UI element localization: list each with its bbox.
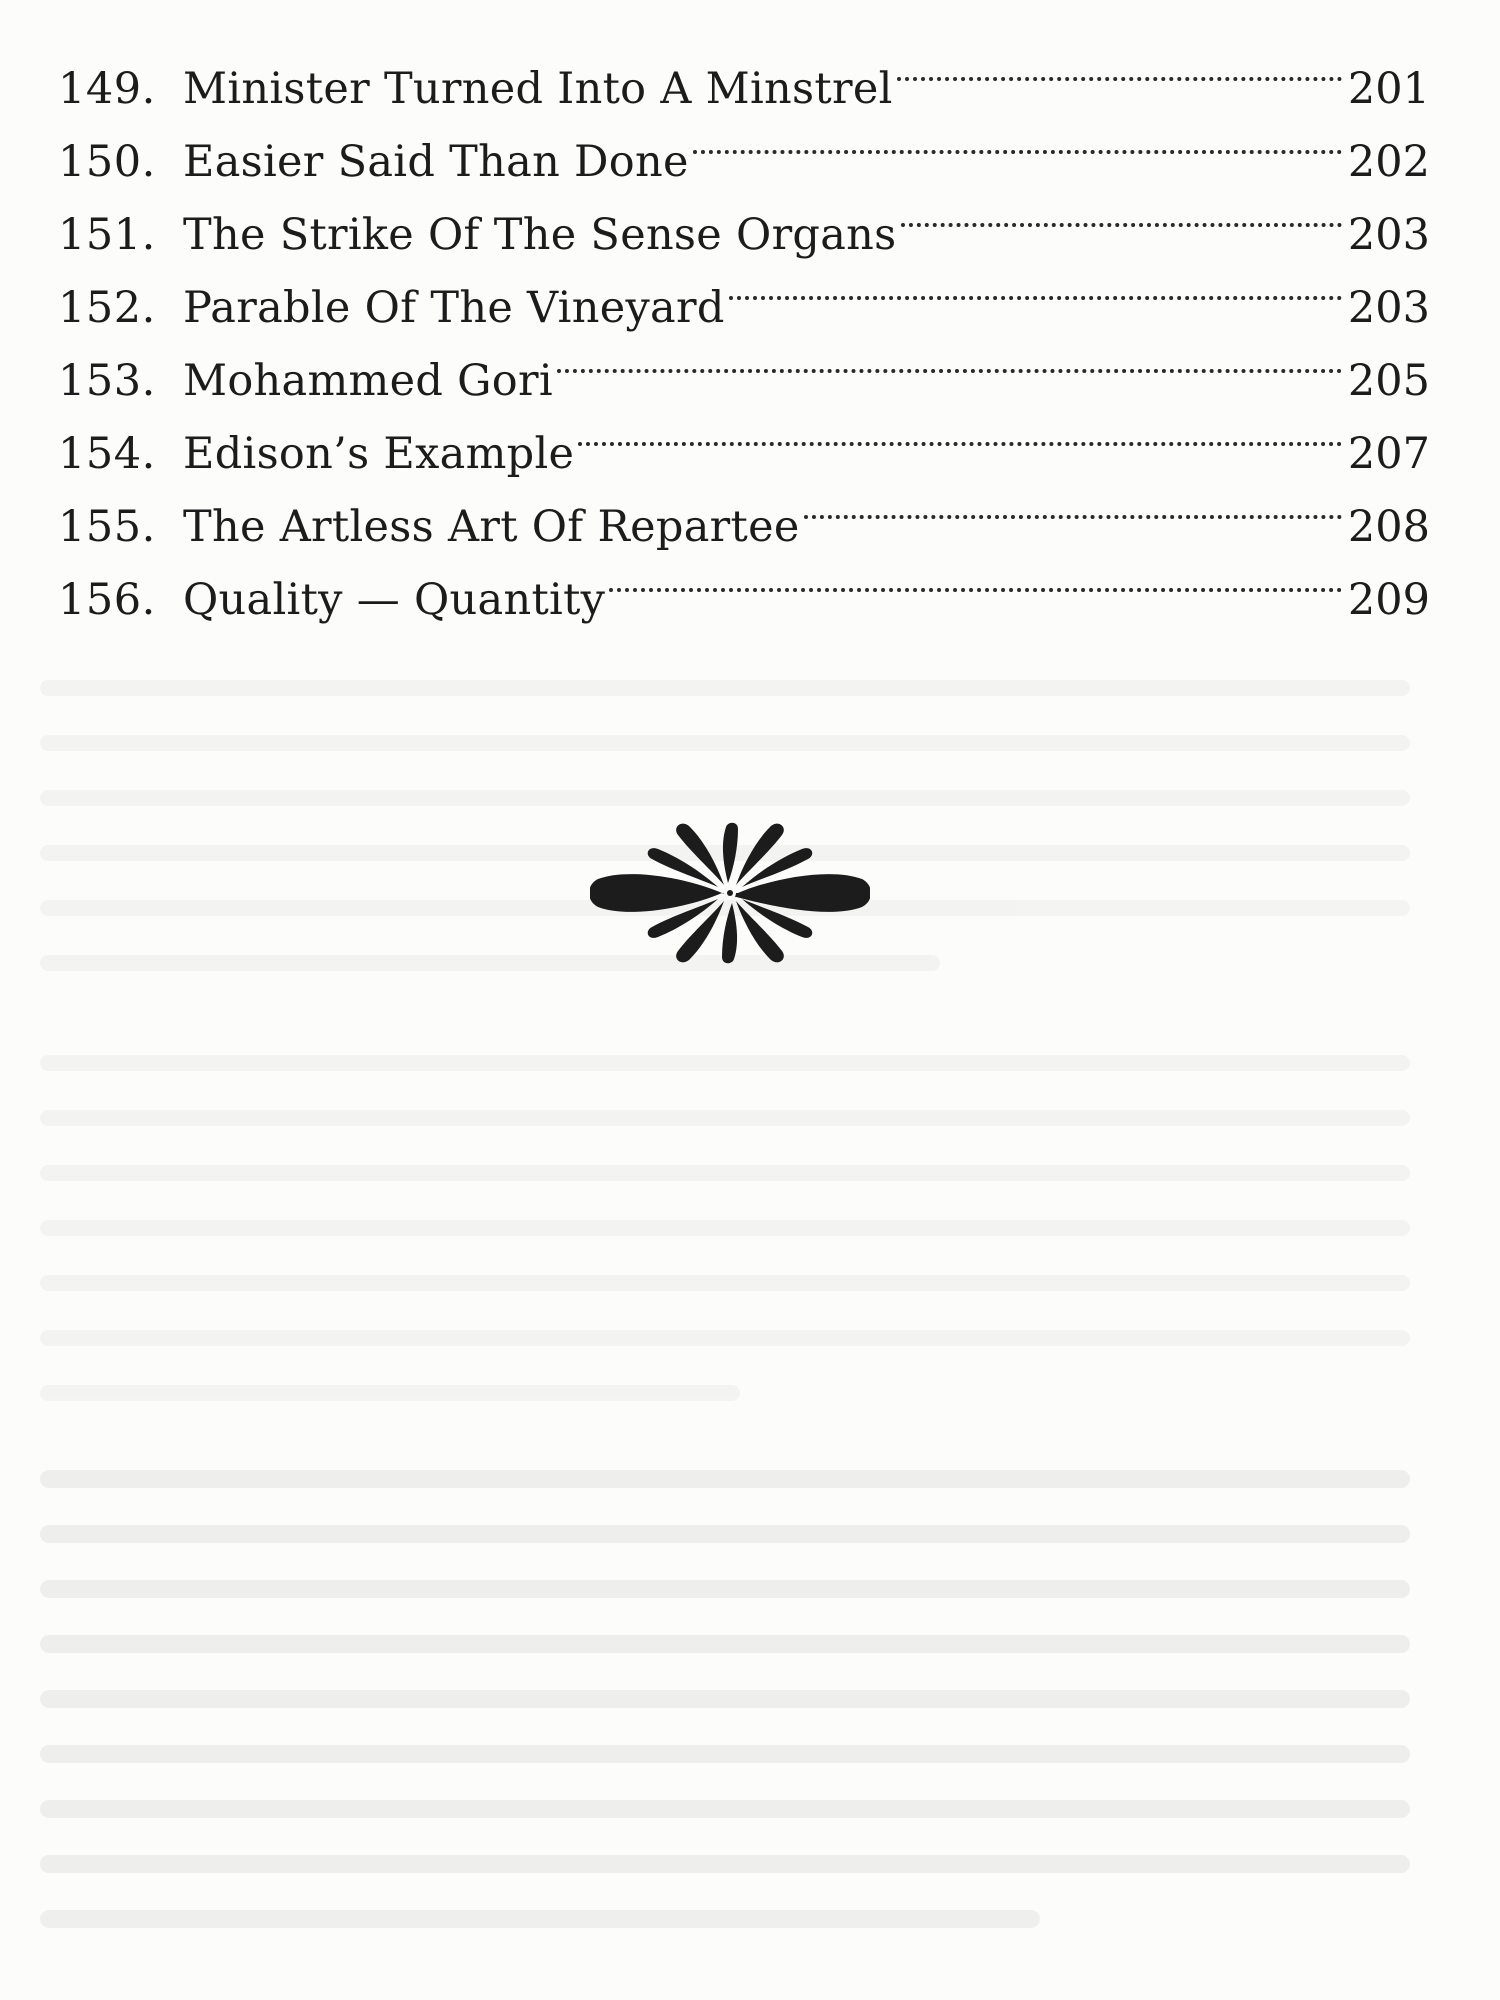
dot-leader — [557, 322, 1342, 395]
toc-entry-title: Parable Of The Vineyard — [183, 283, 725, 333]
toc-entry-title: The Artless Art Of Repartee — [183, 502, 800, 552]
toc-entry-page: 208 — [1347, 502, 1430, 552]
toc-entry-page: 201 — [1347, 64, 1430, 114]
toc-entry-title: Easier Said Than Done — [183, 137, 689, 187]
toc-entry-number: 150. — [58, 137, 156, 187]
toc-entry-number: 149. — [58, 64, 156, 114]
toc-entry-page: 203 — [1347, 210, 1430, 260]
toc-entry-number: 151. — [58, 210, 156, 260]
dot-leader — [609, 541, 1342, 614]
toc-entry-title: Minister Turned Into A Minstrel — [183, 64, 893, 114]
dot-leader — [693, 103, 1342, 176]
dot-leader — [729, 249, 1342, 322]
dot-leader — [578, 395, 1342, 468]
toc-entry-number: 154. — [58, 429, 156, 479]
toc-entry-page: 203 — [1347, 283, 1430, 333]
table-of-contents — [58, 30, 1430, 625]
toc-entry-number: 155. — [58, 502, 156, 552]
toc-entry — [58, 30, 1430, 114]
floral-ornament-icon — [590, 818, 870, 968]
toc-entry-title: Quality — Quantity — [183, 575, 606, 625]
toc-entry-title: Edison’s Example — [183, 429, 575, 479]
toc-entry-page: 209 — [1347, 575, 1430, 625]
toc-entry-title: The Strike Of The Sense Organs — [183, 210, 897, 260]
dot-leader — [804, 468, 1342, 541]
toc-entry-number: 156. — [58, 575, 156, 625]
toc-entry-page: 202 — [1347, 137, 1430, 187]
toc-entry-number: 152. — [58, 283, 156, 333]
toc-entry-number: 153. — [58, 356, 156, 406]
dot-leader — [901, 176, 1342, 249]
toc-entry-page: 207 — [1347, 429, 1430, 479]
toc-entry-page: 205 — [1347, 356, 1430, 406]
toc-entry-title: Mohammed Gori — [183, 356, 553, 406]
dot-leader — [897, 30, 1342, 103]
